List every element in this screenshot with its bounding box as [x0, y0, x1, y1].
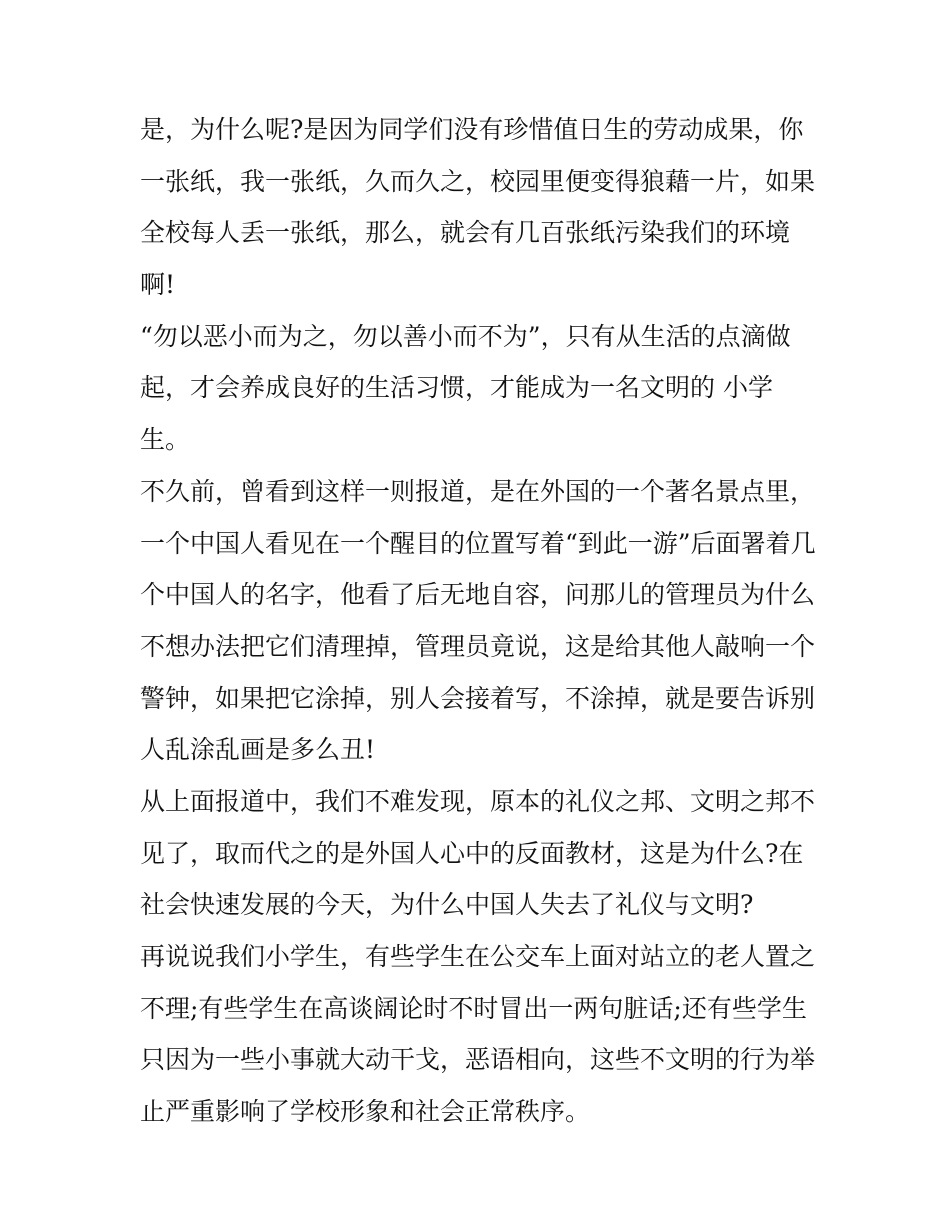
text-line: 生。 — [140, 425, 191, 455]
text-line: 人乱涂乱画是多么丑! — [140, 735, 376, 765]
text-line: 从上面报道中，我们不难发现，原本的礼仪之邦、文明之邦不 — [140, 786, 816, 816]
text-line: 起，才会养成良好的生活习惯，才能成为一名文明的 小学 — [140, 373, 773, 403]
text-line: 警钟，如果把它涂掉，别人会接着写，不涂掉，就是要告诉别 — [140, 683, 816, 713]
text-line: 个中国人的名字，他看了后无地自容，问那儿的管理员为什么 — [140, 580, 816, 610]
text-line: 再说说我们小学生，有些学生在公交车上面对站立的老人置之 — [140, 942, 816, 971]
text-line: “勿以恶小而为之，勿以善小而不为”，只有从生活的点滴做 — [140, 321, 791, 351]
text-line: 一个中国人看见在一个醒目的位置写着“到此一游”后面署着几 — [140, 528, 816, 558]
text-line: 不理;有些学生在高谈阔论时不时冒出一两句脏话;还有些学生 — [140, 993, 807, 1023]
body-text — [140, 104, 820, 1138]
text-line: 不久前，曾看到这样一则报道，是在外国的一个著名景点里， — [140, 476, 816, 506]
text-line: 全校每人丢一张纸，那么，就会有几百张纸污染我们的环境 — [140, 218, 791, 248]
text-line: 啊! — [140, 270, 176, 300]
text-line: 不想办法把它们清理掉，管理员竟说，这是给其他人敲响一个 — [140, 631, 816, 661]
text-line: 只因为一些小事就大动干戈，恶语相向，这些不文明的行为举 — [140, 1045, 816, 1075]
text-line: 一张纸，我一张纸，久而久之，校园里便变得狼藉一片，如果 — [140, 166, 816, 196]
text-line: 是，为什么呢?是因为同学们没有珍惜值日生的劳动成果，你 — [140, 115, 804, 144]
text-line: 见了，取而代之的是外国人心中的反面教材，这是为什么?在 — [140, 838, 804, 868]
text-line: 社会快速发展的今天，为什么中国人失去了礼仪与文明? — [140, 890, 754, 920]
text-line: 止严重影响了学校形象和社会正常秩序。 — [140, 1097, 591, 1127]
